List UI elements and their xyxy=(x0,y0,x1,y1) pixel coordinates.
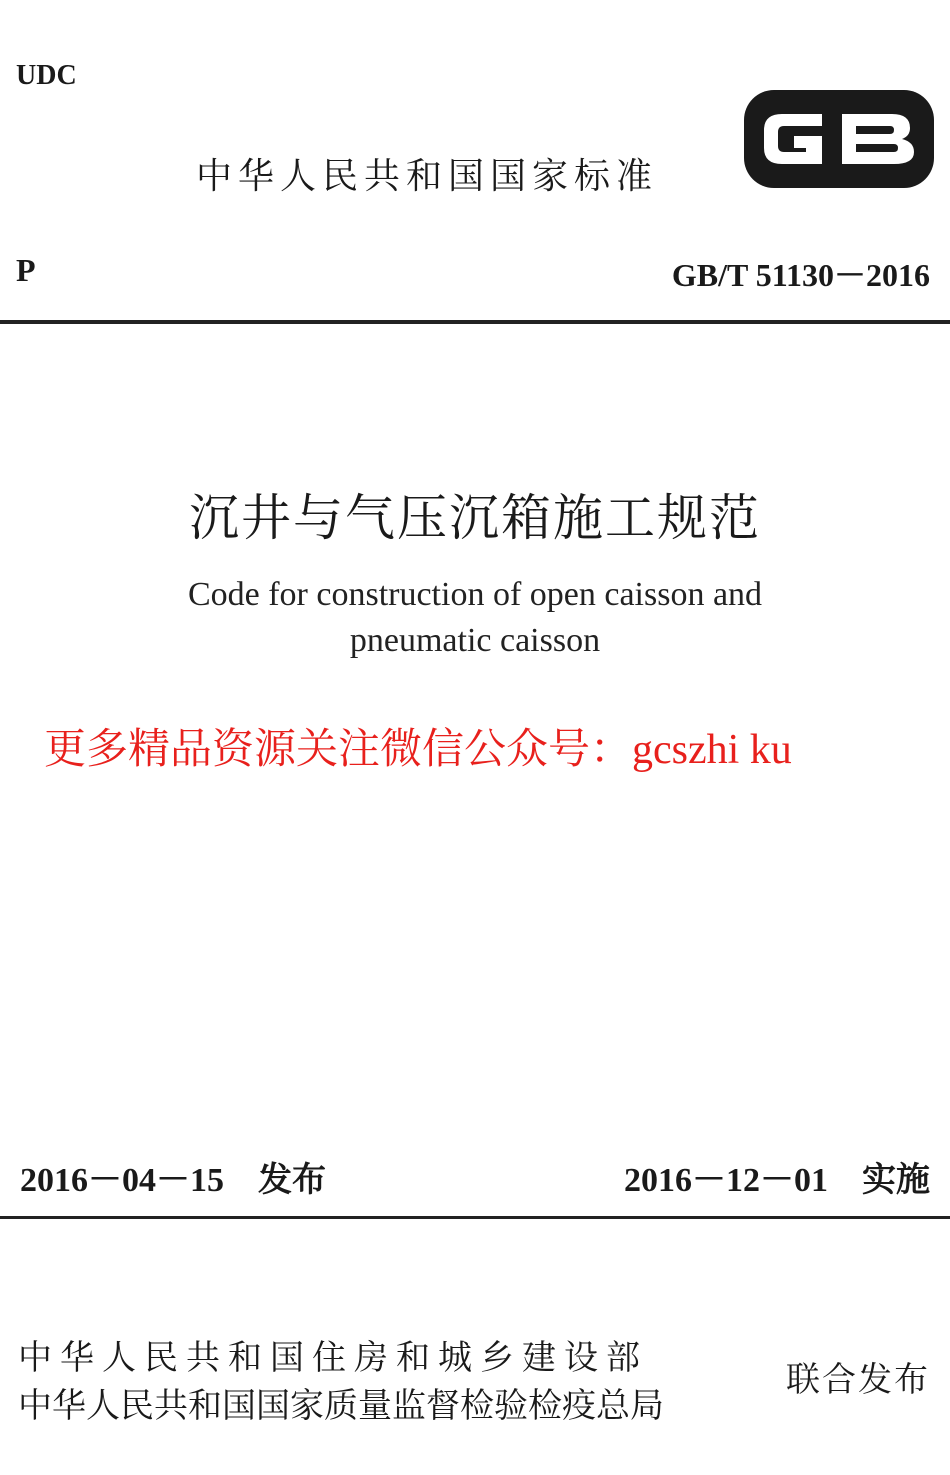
national-standard-heading: 中华人民共和国国家标准 xyxy=(196,156,659,197)
title-chinese: 沉井与气压沉箱施工规范 xyxy=(189,489,761,547)
title-english xyxy=(0,572,950,664)
standard-number: GB/T 51130－2016 xyxy=(671,257,930,293)
issuer-aqsiq: 中华人民共和国国家质量监督检验检疫总局 xyxy=(18,1386,664,1426)
top-divider xyxy=(0,320,950,324)
category-code: P xyxy=(16,252,36,288)
udc-label: UDC xyxy=(16,60,77,91)
bottom-divider xyxy=(0,1216,950,1219)
promo-watermark-text: 更多精品资源关注微信公众号：gcszhi ku xyxy=(44,727,792,773)
effective-date: 2016－12－01 实施 xyxy=(624,1162,930,1199)
title-english-text: Code for construction of open caisson and pneumatic caisson xyxy=(187,576,763,659)
joint-release-label: 联合发布 xyxy=(786,1360,930,1400)
issuer-ministry-housing: 中华人民共和国住房和城乡建设部 xyxy=(18,1338,648,1378)
release-date: 2016－04－15 发布 xyxy=(20,1162,326,1199)
gb-logo-icon xyxy=(744,90,934,188)
